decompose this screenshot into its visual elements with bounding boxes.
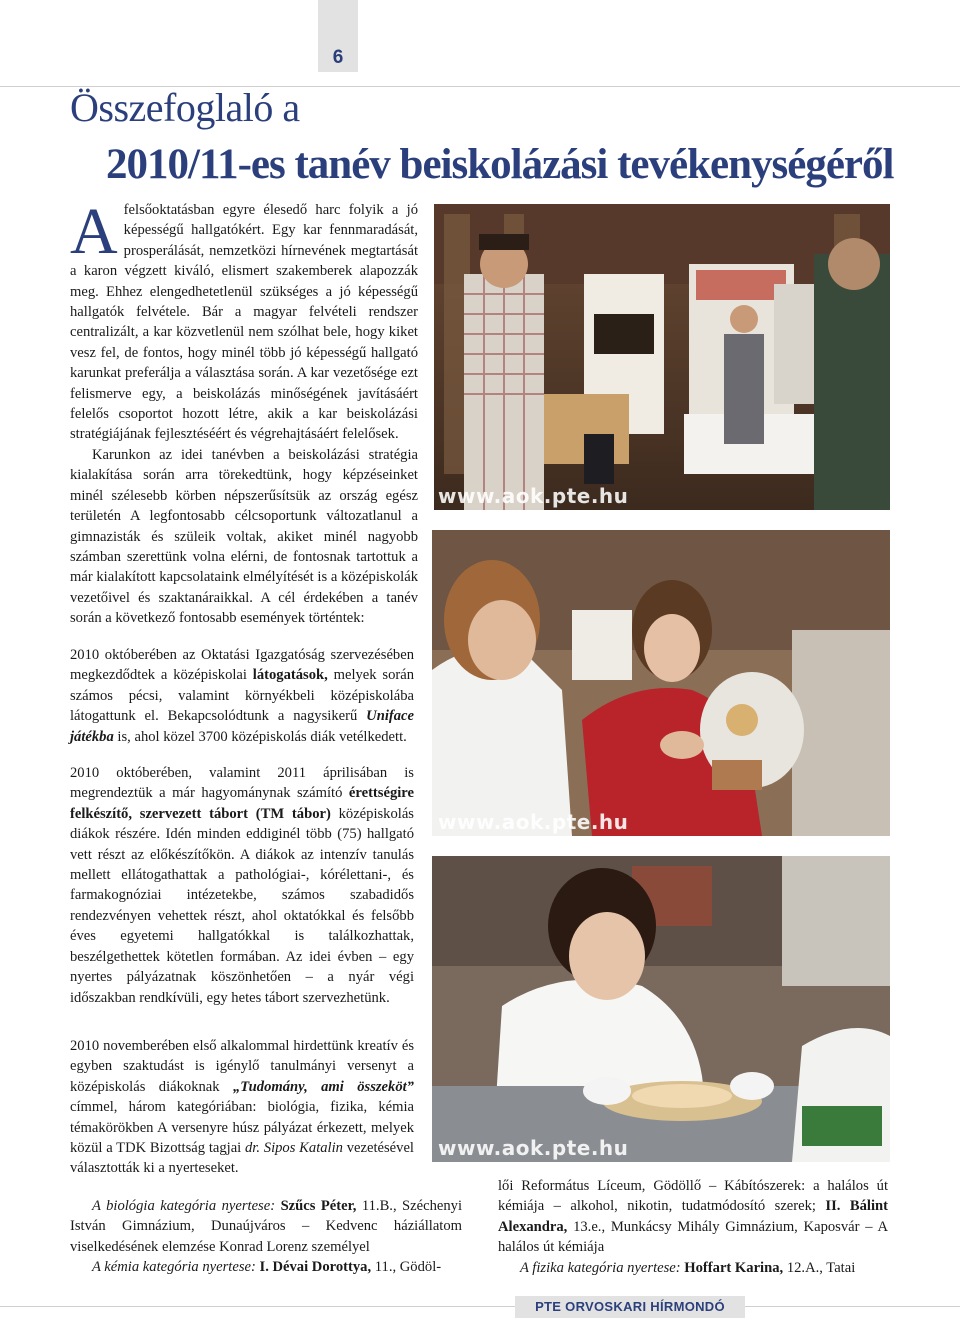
watermark-2: www.aok.pte.hu xyxy=(438,810,629,834)
photo-dissection xyxy=(432,856,890,1162)
drop-cap: A xyxy=(70,195,118,268)
page-number: 6 xyxy=(332,47,344,68)
bold-tm-tabor: érettségire felkészítő, szervezett tábort (TM tábor) xyxy=(70,785,414,822)
photo-exhibition-booth xyxy=(434,204,890,510)
winners-right xyxy=(498,1176,888,1278)
events-column xyxy=(70,645,414,1179)
dental-illustration xyxy=(432,530,890,836)
chem-winner: A kémia kategória nyertese: I. Dévai Dorottya, 11., Gödöl- xyxy=(92,1259,442,1276)
dissection-illustration xyxy=(432,856,890,1162)
title-line-2: 2010/11-es tanév beiskolázási tevékenységéről xyxy=(106,141,894,188)
watermark-1: www.aok.pte.hu xyxy=(438,484,629,508)
footer-rule xyxy=(0,1306,960,1307)
phys-winner: A fizika kategória nyertese: Hoffart Karina, 12.A., Tatai xyxy=(520,1259,856,1276)
intro-text-1: felsőoktatásban egyre élesedő harc folyik a jó képességű hallgatókért. Egy kar fennmaradását, prosperálását, nemzetközi hírnevének megtartását a karon végzett kiváló, elismert szakemberek alapozzák meg. Ehhez elengedhetetlenül szükséges a jó képességű hallgatók felvétele. Bár a magyar felvételi rendszer centralizált, a kar közvetlenül nem szólhat bele, hogy kiket vesz fel, de fontos, hogy minél több jó képességű hallgató karunkat preferálja a választása során. A kar vezetősége ezt felismerve egy, a beiskolázás minőségének javításáért felelős csoportot hozott létre, akik a kar beiskolázási stratégiájának fejlesztéséért és végrehajtásáért felelősek. xyxy=(70,202,418,443)
sipos-katalin: Sipos Katalin xyxy=(263,1139,343,1156)
event-october-visits: 2010 októberében az Oktatási Igazgatóság szervezésében megkezdődtek a középiskolai látogatások, melyek során számos pécsi, valamint környékbeli középiskolába látogattunk el. Bekapcsolódtunk a nagysikerű Uniface játékba is, ahol közel 3700 középiskolás diák vetélkedett. xyxy=(70,647,414,745)
intro-column xyxy=(70,195,418,629)
bold-latogatasok: látogatások, xyxy=(252,667,328,684)
bio-winner: A biológia kategória nyertese: Szűcs Péter, 11.B., Széchenyi István Gimnázium, Dunaújváros – Kedvenc háziállatom viselkedésének elemzése Konrad Lorenz személyel xyxy=(70,1198,463,1255)
winners-left xyxy=(70,1196,462,1278)
watermark-3: www.aok.pte.hu xyxy=(438,1136,629,1160)
footer-publication: PTE ORVOSKARI HÍRMONDÓ xyxy=(515,1296,745,1318)
intro-paragraph-2: Karunkon az idei tanévben a beiskolázási stratégia kialakítása során arra törekedtünk, hogy képzéseinket minél szélesebb körben népszerűsítsük az ország egész területén A legfontosabb célcsoportunk változatlanul a gimnazisták és szüleik voltak, akiket minél nagyobb számban szerettünk volna elérni, de fontosnak tartottuk a már kialakított kapcsolataink elmélyítését is a középiskolák vezetőivel és szaktanáraikkal. A cél érdekében a tanév során a következő fontosabb események történtek: xyxy=(70,446,418,627)
event-tm-camp: 2010 októberében, valamint 2011 áprilisában is megrendeztük a már hagyománynak számító érettségire felkészítő, szervezett tábort (TM tábor) középiskolás diákok részére. Idén minden eddiginél több (75) hallgató vett részt az előkészítőkön. A diákok az intenzív tanulás mellett ellátogathattak a pathológiai-, kórélettani-, és farmakognóziai intézetekbe, számos szabadidős rendezvényen vehettek részt, ahol oktatókkal és felsőbb éves egyetemi hallgatókkal is találkozhattak, beszélgethettek kötetlen formában. Az idei évben – egy nyertes pályázatnak köszönhetően – a nyár végi időszakban rendkívüli, egy hetes tábort szervezhetünk. xyxy=(70,765,414,1006)
title-line-1: Összefoglaló a xyxy=(70,85,300,130)
photo-dental-model xyxy=(432,530,890,836)
uniface-game: Uniface játékba xyxy=(70,708,414,745)
page-number-tab xyxy=(318,0,358,72)
exhibition-illustration xyxy=(434,204,890,510)
chem-winner-cont: lői Református Líceum, Gödöllő – Kábítószerek: a halálos út kémiája – alkohol, nikotin, tudatmódosító szerek; II. Bálint Alexandra, 13.e., Munkácsy Mihály Gimnázium, Kaposvár – A halálos út kémiája xyxy=(498,1178,888,1256)
event-competition: 2010 novemberében első alkalommal hirdettünk kreatív és egyben szaktudást is igénylő tanulmányi versenyt a középiskolás diákoknak „Tudomány, ami összeköt” címmel, három kategóriában: biológia, fizika, kémia témakörökben A versenyre húsz pályázat érkezett, melyek közül a TDK Bizottság tagjai dr. Sipos Katalin vezetésével választották ki a nyerteseket. xyxy=(70,1037,414,1177)
competition-title: „Tudomány, ami összeköt” xyxy=(232,1078,414,1095)
intro-paragraph-1 xyxy=(70,195,418,445)
